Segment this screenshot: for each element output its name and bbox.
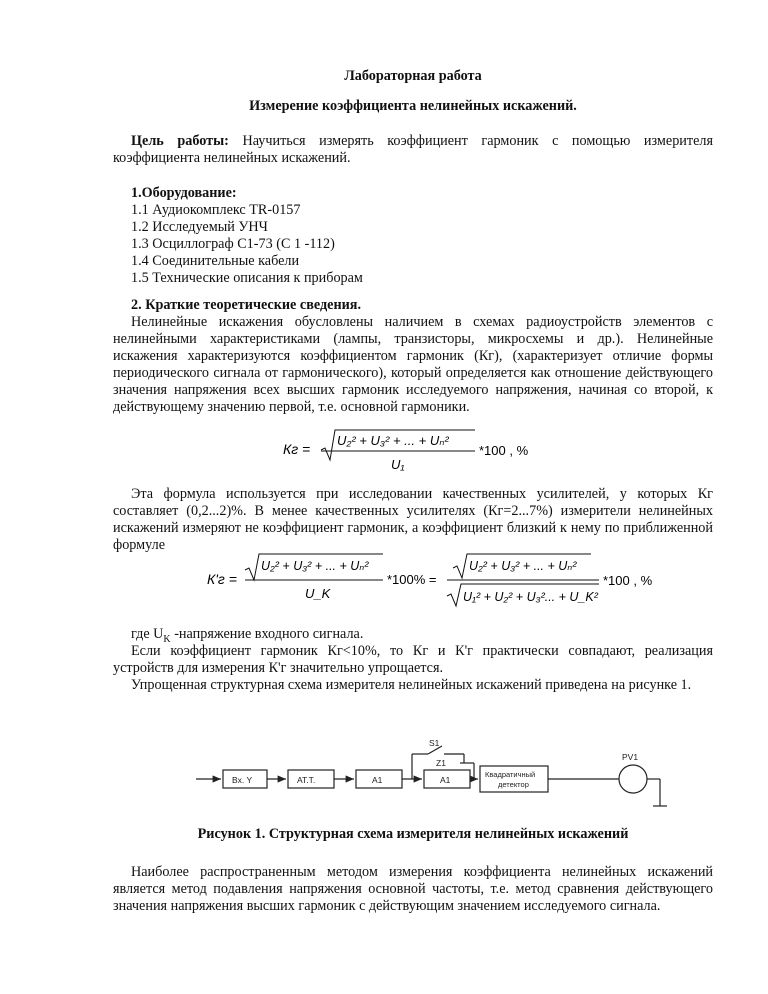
formula-kg [283, 424, 543, 480]
detector-label-line1: Квадратичный [485, 770, 536, 779]
theory-heading: 2. Краткие теоретические сведения. [131, 297, 362, 313]
svg-text:U_K: U_K [305, 586, 331, 601]
figure-caption: Рисунок 1. Структурная схема измерителя нелинейных искажений [197, 826, 629, 842]
theory-paragraph-5: Упрощенная структурная схема измерителя нелинейных искажений приведена на рисунке 1. [131, 677, 692, 693]
formula-kg-prime [207, 552, 667, 616]
block-diagram [196, 736, 676, 816]
equipment-heading: 1.Оборудование: [131, 185, 237, 201]
equipment-item: 1.5 Технические описания к приборам [131, 270, 363, 286]
svg-text:U₁² + U₂² + U₃²... + U_K²: U₁² + U₂² + U₃²... + U_K² [463, 590, 598, 604]
detector-label-line2: детектор [498, 780, 529, 789]
theory-paragraph-2: Эта формула используется при исследовании качественных усилителей, у которых Кг составляет (0,2...2)%. В менее качественных усилителях (Кг=2...7%) измерители нелинейных искажений измеряют не коэффициент гармоник, а коэффициент близкий к нему по приближенной формуле [113, 486, 713, 553]
theory-paragraph-4: Если коэффициент гармоник Кг<10%, то Кг и К'г практически совпадают, реализация устройств для измерения К'г значительно упрощается. [113, 643, 713, 676]
svg-text:*100 , %: *100 , % [603, 573, 653, 588]
meter-label: PV1 [622, 752, 639, 762]
document-subtitle: Измерение коэффициента нелинейных искажений. [249, 98, 577, 114]
filter-label: Z1 [436, 758, 446, 768]
goal-paragraph [113, 133, 713, 167]
theory-paragraph-3: где $U_K$ -напряжение входного сигнала. [131, 626, 364, 645]
svg-text:*100 , %: *100 , % [479, 443, 529, 458]
switch-label: S1 [429, 738, 440, 748]
svg-text:К'г =: К'г = [207, 571, 237, 587]
svg-text:Кг =: Кг = [283, 441, 311, 457]
theory-paragraph-1: Нелинейные искажения обусловлены наличием в схемах радиоустройств элементов с нелинейными характеристиками (лампы, транзисторы, микросхемы и др.). Нелинейные искажения характеризуются коэффициентом гармоник (Кг), (характеризует отличие формы периодического сигнала от гармонического), который определяется как отношение действующего значения напряжения всех высших гармоник исследуемого напряжения, начиная со второй, к действующему значению первой, т.е. основной гармоники. [113, 314, 713, 415]
final-paragraph: Наиболее распространенным методом измерения коэффициента нелинейных искажений является метод подавления напряжения основной частоты, т.е. метод сравнения действующего значения напряжения высших гармоник с действующим значением исследуемого сигнала. [113, 864, 713, 914]
goal-text: Научиться измерять коэффициент гармоник с помощью измерителя коэффициента нелинейных искажений. [113, 133, 713, 166]
block-amplifier-1-label: А1 [372, 775, 383, 785]
svg-text:*100% =: *100% = [387, 572, 437, 587]
goal-label: Цель работы: [131, 133, 229, 149]
meter-circle [619, 765, 647, 793]
equipment-item: 1.3 Осциллограф С1-73 (С 1 -112) [131, 236, 335, 252]
svg-text:U₂² + U₃² + ... + Uₙ²: U₂² + U₃² + ... + Uₙ² [261, 559, 369, 573]
svg-text:U₁: U₁ [391, 457, 405, 472]
block-attenuator-label: АТ.Т. [297, 775, 316, 785]
document-title: Лабораторная работа [344, 68, 482, 84]
equipment-item: 1.2 Исследуемый УНЧ [131, 219, 268, 235]
equipment-item: 1.1 Аудиокомплекс TR-0157 [131, 202, 301, 218]
equipment-item: 1.4 Соединительные кабели [131, 253, 300, 269]
block-amplifier-2-label: А1 [440, 775, 451, 785]
svg-text:U₂² + U₃² + ... + Uₙ²: U₂² + U₃² + ... + Uₙ² [337, 433, 449, 448]
block-input-label: Вх. Y [232, 775, 253, 785]
equipment-section [113, 185, 713, 287]
svg-text:U₂² + U₃² + ... + Uₙ²: U₂² + U₃² + ... + Uₙ² [469, 559, 577, 573]
